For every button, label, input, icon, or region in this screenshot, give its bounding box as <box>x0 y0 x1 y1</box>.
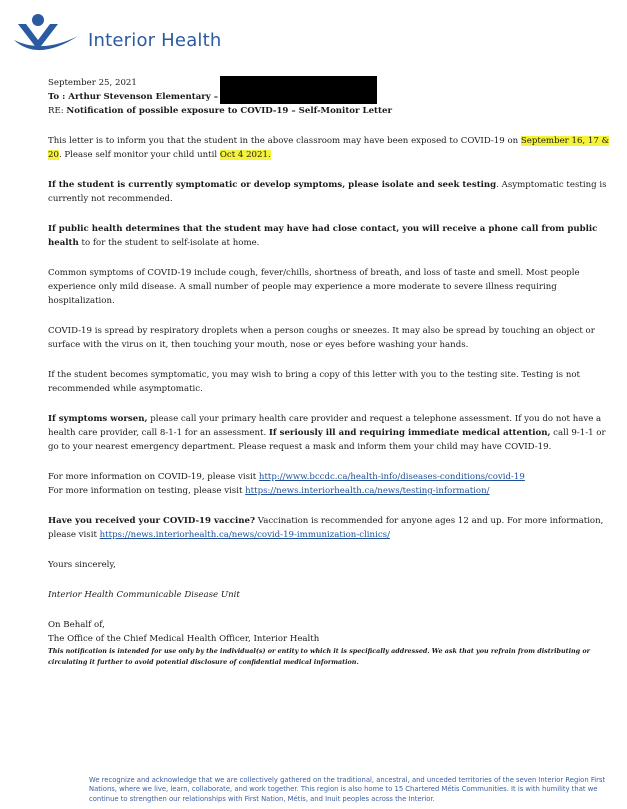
letter-date: September 25, 2021 <box>48 78 137 88</box>
testing-info-link[interactable]: https://news.interiorhealth.ca/news/testing-information/ <box>245 486 490 496</box>
close-contact-bold: If public health determines that the student may have had close contact, you will receive a phone call from public health <box>48 224 598 248</box>
office-line: The Office of the Chief Medical Health Officer, Interior Health <box>48 634 320 644</box>
symptomatic-text: . Asymptomatic testing is currently not recommended. <box>48 180 607 204</box>
land-acknowledgement-footer: We recognize and acknowledge that we are collectively gathered on the traditional, ancestral, and unceded territories of the seven Interior Region First Nations, where we live, learn, collaborate, and work together. This region is also home to 15 Chartered Métis Communities. It is with humility that we continue to strengthen our relationships with First Nation, Métis, and Inuit peoples across the Interior. <box>89 776 606 803</box>
worsen-text: please call your primary health care provider and request a telephone assessment. If you do not have a health care provider, call 8-1-1 for an assessment. <box>48 414 602 438</box>
letterhead <box>12 10 272 60</box>
info-covid-text: For more information on COVID-19, please visit <box>48 472 259 482</box>
vaccine-paragraph <box>48 514 610 542</box>
letter-body <box>48 76 610 668</box>
subject-title: Notification of possible exposure to COVID-19 – Self-Monitor Letter <box>66 106 392 116</box>
recipient-text: To : Arthur Stevenson Elementary – <box>48 92 219 102</box>
testing-paragraph: If the student becomes symptomatic, you may wish to bring a copy of this letter with you to the testing site. Testing is not recommended while asymptomatic. <box>48 370 580 394</box>
subject-line <box>48 104 610 118</box>
brand-name: Interior Health <box>88 30 222 51</box>
spread-paragraph: COVID-19 is spread by respiratory droplets when a person coughs or sneezes. It may also be spread by touching an object or surface with the virus on it, then touching your mouth, nose or eyes before washing your hands. <box>48 326 595 350</box>
signature-unit: Interior Health Communicable Disease Unit <box>48 590 240 600</box>
common-symptoms-paragraph: Common symptoms of COVID-19 include cough, fever/chills, shortness of breath, and loss of taste and smell. Most people experience only mild disease. A small number of people may experience a more moderate to severe illness requiring hospitalization. <box>48 268 580 306</box>
info-testing-text: For more information on testing, please visit <box>48 486 246 496</box>
exposure-paragraph <box>48 134 610 162</box>
exposure-text: This letter is to inform you that the student in the above classroom may have been exposed to COVID-19 on <box>48 136 521 146</box>
monitor-until-date: Oct 4 2021. <box>219 150 271 160</box>
bccdc-link[interactable]: http://www.bccdc.ca/health-info/diseases-conditions/covid-19 <box>258 472 525 482</box>
interior-health-logo-icon <box>12 10 82 58</box>
monitor-text: . Please self monitor your child until <box>58 150 220 160</box>
recipient-line <box>48 90 610 104</box>
info-covid-line <box>48 470 610 484</box>
symptomatic-bold: If the student is currently symptomatic or develop symptoms, please isolate and seek testing <box>48 180 497 190</box>
seriously-ill-bold: If seriously ill and requiring immediate medical attention, <box>268 428 551 438</box>
info-testing-line <box>48 484 610 498</box>
subject-prefix: RE: <box>48 106 67 116</box>
seriously-ill-text: call 9-1-1 or go to your nearest emergency department. Please request a mask and inform them your child may have COVID-19. <box>48 428 606 452</box>
vaccine-bold: Have you received your COVID-19 vaccine? <box>48 516 256 526</box>
symptoms-worsen-paragraph <box>48 412 610 454</box>
close-contact-text: to for the student to self-isolate at home. <box>78 238 260 248</box>
redaction-box <box>220 76 377 104</box>
symptomatic-paragraph <box>48 178 610 206</box>
confidentiality-disclaimer: This notification is intended for use only by the individual(s) or entity to which it is specifically addressed. We ask that you refrain from distributing or circulating it further to avoid potential disclosure of confidential medical information. <box>48 647 590 666</box>
closing: Yours sincerely, <box>48 560 116 570</box>
close-contact-paragraph <box>48 222 610 250</box>
behalf-line: On Behalf of, <box>48 620 105 630</box>
worsen-bold: If symptoms worsen, <box>48 414 148 424</box>
immunization-clinics-link[interactable]: https://news.interiorhealth.ca/news/covid-19-immunization-clinics/ <box>99 530 390 540</box>
vaccine-text: Vaccination is recommended for anyone ages 12 and up. For more information, please visit <box>48 516 604 540</box>
exposure-dates: September 16, 17 & 20 <box>48 136 610 160</box>
